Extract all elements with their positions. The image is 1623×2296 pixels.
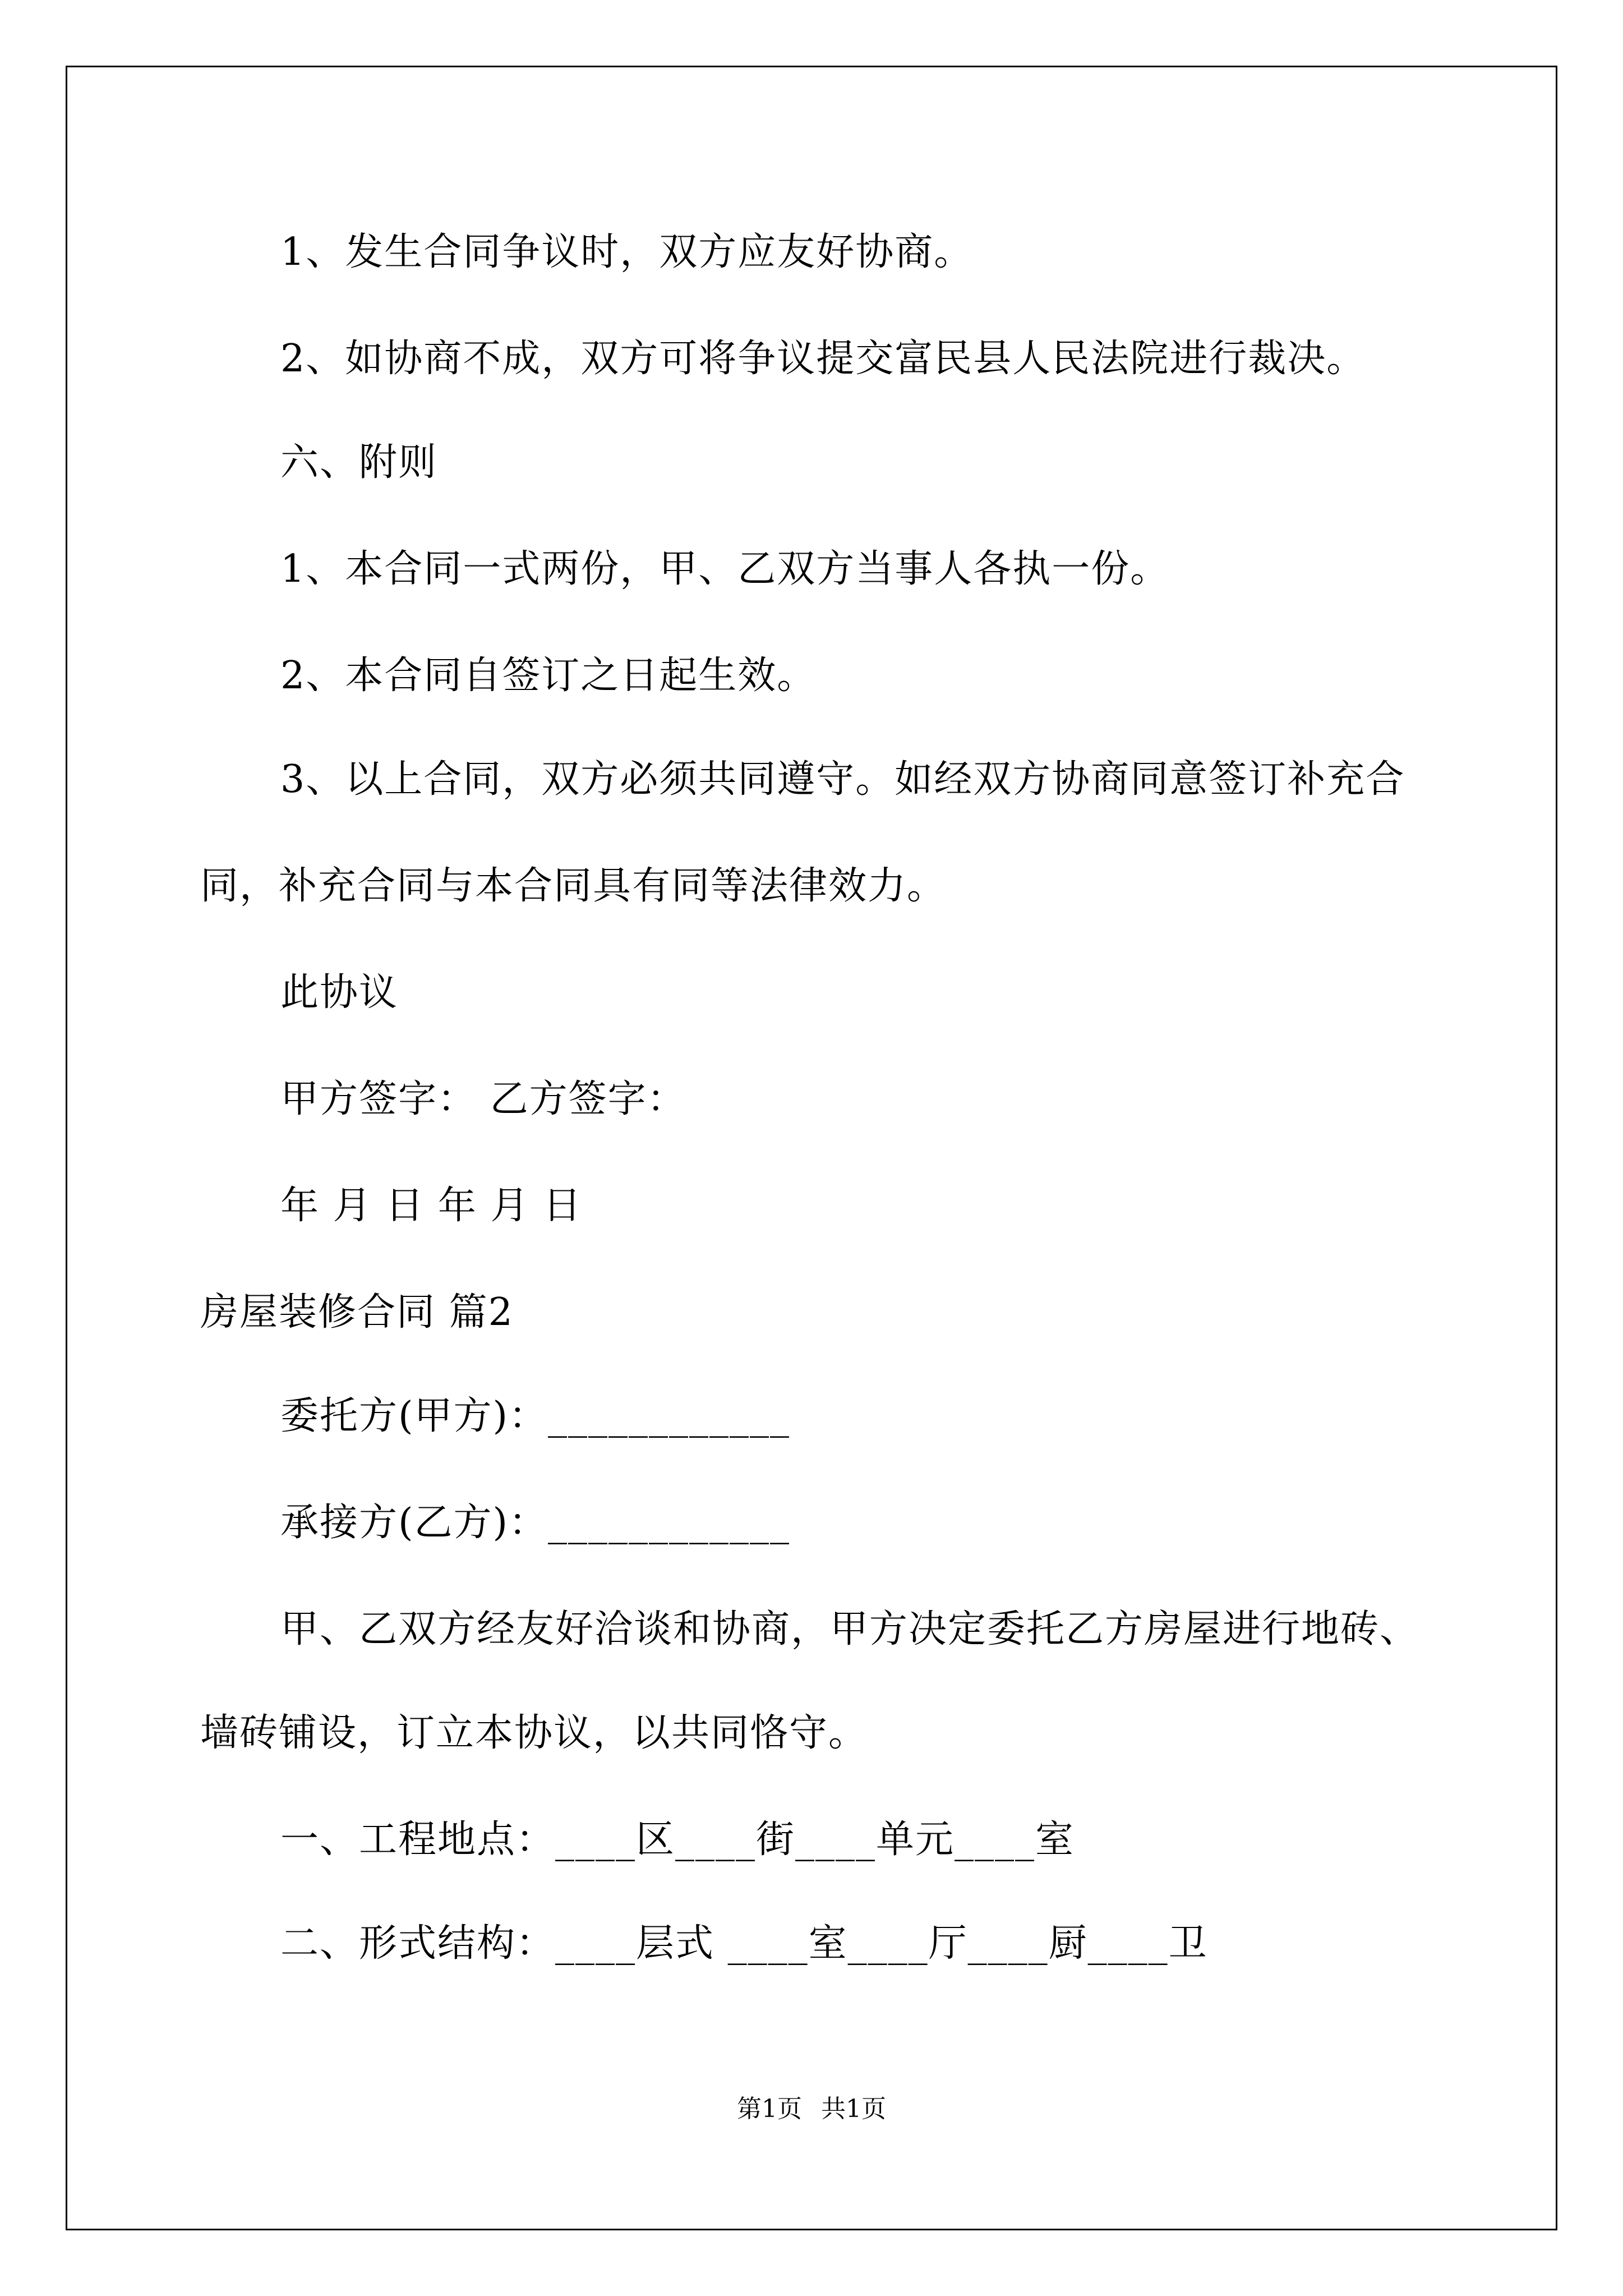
paragraph-line: 1、本合同一式两份，甲、乙双方当事人各执一份。 bbox=[280, 547, 1170, 591]
date-line: 年 月 日 年 月 日 bbox=[280, 1184, 583, 1228]
paragraph-line: 同，补充合同与本合同具有同等法律效力。 bbox=[200, 864, 947, 908]
paragraph-line: 墙砖铺设，订立本协议，以共同恪守。 bbox=[200, 1711, 868, 1755]
section-heading: 六、附则 bbox=[280, 440, 438, 485]
structure-line: 二、形式结构：____层式 ____室____厅____厨____卫 bbox=[280, 1921, 1208, 1966]
party-a-line: 委托方(甲方)：____________ bbox=[280, 1394, 791, 1438]
page-border bbox=[66, 66, 1557, 2230]
paragraph-line: 甲、乙双方经友好洽谈和协商，甲方决定委托乙方房屋进行地砖、 bbox=[280, 1607, 1419, 1651]
page-footer bbox=[0, 2092, 1623, 2126]
paragraph-line: 2、如协商不成，双方可将争议提交富民县人民法院进行裁决。 bbox=[280, 337, 1366, 381]
signature-line: 甲方签字： 乙方签字： bbox=[280, 1077, 686, 1121]
project-location-line: 一、工程地点：____区____街____单元____室 bbox=[280, 1818, 1075, 1862]
paragraph-line: 3、以上合同，双方必须共同遵守。如经双方协商同意签订补充合 bbox=[280, 757, 1405, 802]
paragraph-line: 此协议 bbox=[280, 970, 399, 1015]
contract-title: 房屋装修合同 篇2 bbox=[200, 1290, 514, 1335]
party-b-line: 承接方(乙方)：____________ bbox=[280, 1501, 791, 1545]
page-number: 第1页 bbox=[737, 2095, 802, 2123]
paragraph-line: 1、发生合同争议时，双方应友好协商。 bbox=[280, 230, 974, 274]
paragraph-line: 2、本合同自签订之日起生效。 bbox=[280, 654, 817, 698]
page-total: 共1页 bbox=[821, 2095, 886, 2123]
